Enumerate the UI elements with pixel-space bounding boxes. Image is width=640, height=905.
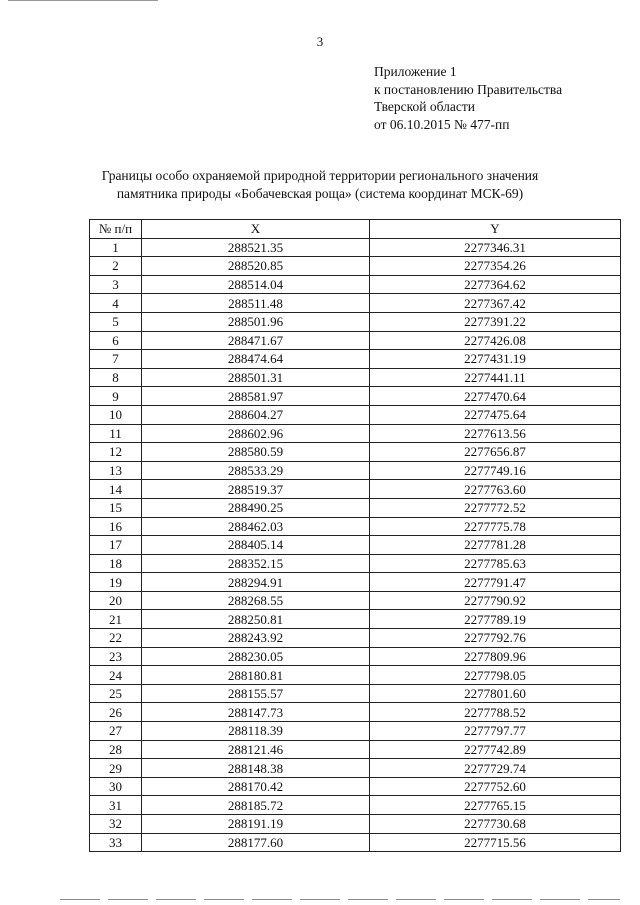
cell-y: 2277715.56	[370, 833, 621, 852]
table-row	[90, 238, 621, 257]
header-x: X	[142, 220, 370, 239]
cell-number: 4	[90, 294, 142, 313]
cell-number: 19	[90, 573, 142, 592]
cell-x: 288250.81	[142, 610, 370, 629]
cell-y: 2277792.76	[370, 629, 621, 648]
appendix-block	[374, 63, 562, 133]
document-title	[40, 167, 600, 202]
cell-y: 2277470.64	[370, 387, 621, 406]
cell-number: 1	[90, 238, 142, 257]
cell-y: 2277730.68	[370, 815, 621, 834]
table-row	[90, 684, 621, 703]
cell-x: 288519.37	[142, 480, 370, 499]
cell-x: 288121.46	[142, 740, 370, 759]
table-row	[90, 368, 621, 387]
cell-number: 24	[90, 666, 142, 685]
table-row	[90, 759, 621, 778]
cell-number: 21	[90, 610, 142, 629]
scan-edge-top	[8, 0, 158, 1]
appendix-line-2: к постановлению Правительства	[374, 81, 563, 97]
cell-x: 288147.73	[142, 703, 370, 722]
table-row	[90, 815, 621, 834]
cell-y: 2277729.74	[370, 759, 621, 778]
cell-y: 2277441.11	[370, 368, 621, 387]
cell-number: 10	[90, 405, 142, 424]
cell-y: 2277475.64	[370, 405, 621, 424]
cell-y: 2277790.92	[370, 591, 621, 610]
table-row	[90, 498, 621, 517]
cell-number: 7	[90, 350, 142, 369]
table-row	[90, 573, 621, 592]
cell-x: 288191.19	[142, 815, 370, 834]
cell-y: 2277367.42	[370, 294, 621, 313]
cell-number: 18	[90, 554, 142, 573]
cell-number: 5	[90, 312, 142, 331]
cell-y: 2277742.89	[370, 740, 621, 759]
cell-y: 2277426.08	[370, 331, 621, 350]
cell-y: 2277798.05	[370, 666, 621, 685]
cell-x: 288471.67	[142, 331, 370, 350]
cell-y: 2277354.26	[370, 257, 621, 276]
cell-y: 2277749.16	[370, 461, 621, 480]
cell-number: 23	[90, 647, 142, 666]
cell-x: 288294.91	[142, 573, 370, 592]
page-number: 3	[316, 34, 324, 49]
cell-x: 288155.57	[142, 684, 370, 703]
cell-number: 32	[90, 815, 142, 834]
cell-x: 288352.15	[142, 554, 370, 573]
cell-number: 13	[90, 461, 142, 480]
cell-x: 288405.14	[142, 536, 370, 555]
cell-x: 288501.96	[142, 312, 370, 331]
cell-x: 288514.04	[142, 275, 370, 294]
cell-y: 2277788.52	[370, 703, 621, 722]
cell-number: 17	[90, 536, 142, 555]
cell-number: 30	[90, 777, 142, 796]
table-row	[90, 294, 621, 313]
cell-x: 288185.72	[142, 796, 370, 815]
cell-x: 288180.81	[142, 666, 370, 685]
table-row	[90, 405, 621, 424]
cell-number: 27	[90, 722, 142, 741]
cell-y: 2277763.60	[370, 480, 621, 499]
table-row	[90, 257, 621, 276]
table-row	[90, 312, 621, 331]
cell-y: 2277775.78	[370, 517, 621, 536]
cell-number: 9	[90, 387, 142, 406]
cell-x: 288520.85	[142, 257, 370, 276]
cell-y: 2277391.22	[370, 312, 621, 331]
table-row	[90, 610, 621, 629]
cell-number: 15	[90, 498, 142, 517]
cell-y: 2277431.19	[370, 350, 621, 369]
table-row	[90, 480, 621, 499]
scan-edge-bottom	[60, 899, 620, 900]
cell-x: 288580.59	[142, 443, 370, 462]
cell-x: 288581.97	[142, 387, 370, 406]
cell-y: 2277346.31	[370, 238, 621, 257]
cell-x: 288501.31	[142, 368, 370, 387]
cell-x: 288268.55	[142, 591, 370, 610]
cell-x: 288177.60	[142, 833, 370, 852]
table-row	[90, 722, 621, 741]
cell-y: 2277809.96	[370, 647, 621, 666]
cell-y: 2277781.28	[370, 536, 621, 555]
table-row	[90, 647, 621, 666]
cell-number: 29	[90, 759, 142, 778]
cell-number: 2	[90, 257, 142, 276]
table-row	[90, 703, 621, 722]
cell-x: 288602.96	[142, 424, 370, 443]
cell-number: 31	[90, 796, 142, 815]
cell-x: 288118.39	[142, 722, 370, 741]
cell-y: 2277656.87	[370, 443, 621, 462]
cell-y: 2277364.62	[370, 275, 621, 294]
cell-number: 6	[90, 331, 142, 350]
table-row	[90, 591, 621, 610]
cell-x: 288604.27	[142, 405, 370, 424]
appendix-line-1: Приложение 1	[374, 64, 457, 79]
table-row	[90, 424, 621, 443]
cell-y: 2277801.60	[370, 684, 621, 703]
cell-y: 2277613.56	[370, 424, 621, 443]
table-row	[90, 666, 621, 685]
table-body	[90, 238, 621, 852]
cell-x: 288230.05	[142, 647, 370, 666]
title-line-1: Границы особо охраняемой природной территории регионального значения	[101, 168, 539, 183]
cell-x: 288511.48	[142, 294, 370, 313]
cell-x: 288521.35	[142, 238, 370, 257]
table-row	[90, 554, 621, 573]
cell-y: 2277752.60	[370, 777, 621, 796]
table-row	[90, 629, 621, 648]
cell-y: 2277797.77	[370, 722, 621, 741]
table-row	[90, 443, 621, 462]
table-header-row	[90, 220, 621, 239]
cell-y: 2277791.47	[370, 573, 621, 592]
table-row	[90, 331, 621, 350]
cell-number: 16	[90, 517, 142, 536]
cell-number: 3	[90, 275, 142, 294]
cell-number: 20	[90, 591, 142, 610]
cell-y: 2277785.63	[370, 554, 621, 573]
title-line-2: памятника природы «Бобачевская роща» (система координат МСК-69)	[116, 185, 524, 201]
cell-x: 288148.38	[142, 759, 370, 778]
header-y: Y	[370, 220, 621, 239]
table-row	[90, 796, 621, 815]
cell-y: 2277789.19	[370, 610, 621, 629]
cell-number: 14	[90, 480, 142, 499]
table-row	[90, 387, 621, 406]
table-row	[90, 350, 621, 369]
cell-number: 25	[90, 684, 142, 703]
header-number: № п/п	[90, 220, 142, 239]
cell-number: 22	[90, 629, 142, 648]
appendix-line-4: от 06.10.2015 № 477-пп	[374, 116, 510, 132]
cell-y: 2277772.52	[370, 498, 621, 517]
table-row	[90, 461, 621, 480]
cell-x: 288170.42	[142, 777, 370, 796]
cell-number: 11	[90, 424, 142, 443]
cell-x: 288462.03	[142, 517, 370, 536]
cell-x: 288490.25	[142, 498, 370, 517]
cell-x: 288533.29	[142, 461, 370, 480]
table-row	[90, 833, 621, 852]
table-row	[90, 275, 621, 294]
table-row	[90, 777, 621, 796]
cell-number: 28	[90, 740, 142, 759]
cell-x: 288474.64	[142, 350, 370, 369]
cell-x: 288243.92	[142, 629, 370, 648]
appendix-line-3: Тверской области	[374, 99, 475, 114]
cell-number: 33	[90, 833, 142, 852]
cell-number: 26	[90, 703, 142, 722]
table-row	[90, 517, 621, 536]
cell-number: 8	[90, 368, 142, 387]
cell-number: 12	[90, 443, 142, 462]
table-row	[90, 536, 621, 555]
table-row	[90, 740, 621, 759]
coordinates-table	[89, 219, 621, 852]
cell-y: 2277765.15	[370, 796, 621, 815]
